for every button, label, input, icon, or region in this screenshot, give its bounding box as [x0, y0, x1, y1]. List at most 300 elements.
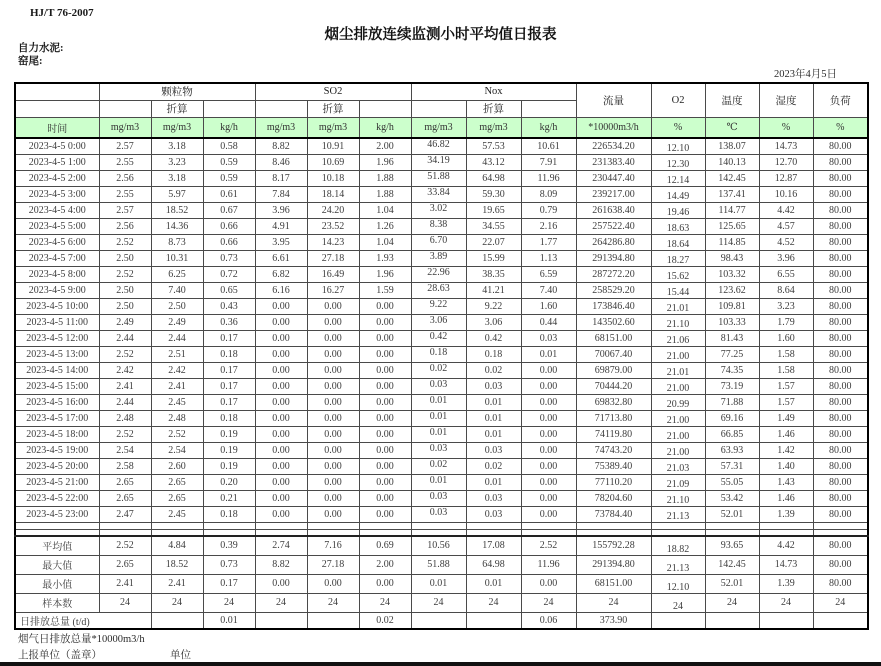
value-cell: 0.00	[359, 506, 411, 522]
footer-total-note: 烟气日排放总量*10000m3/h	[18, 634, 145, 645]
value-cell	[151, 612, 203, 629]
value-cell: 109.81	[705, 298, 759, 314]
value-cell: 2.65	[151, 474, 203, 490]
value-cell: 80.00	[813, 506, 868, 522]
value-cell: 2.52	[151, 426, 203, 442]
hourly-row	[15, 314, 868, 330]
value-cell: 114.77	[705, 202, 759, 218]
value-cell: 0.00	[359, 458, 411, 474]
value-cell: 66.85	[705, 426, 759, 442]
value-cell: 2.48	[99, 410, 151, 426]
value-cell: 0.00	[521, 378, 576, 394]
value-cell: 373.90	[576, 612, 651, 629]
value-cell: 103.33	[705, 314, 759, 330]
value-cell: 0.59	[203, 170, 255, 186]
value-cell	[813, 612, 868, 629]
value-cell: 0.00	[359, 362, 411, 378]
value-cell: 125.65	[705, 218, 759, 234]
value-cell: 0.00	[255, 362, 307, 378]
value-cell: 2.51	[151, 346, 203, 362]
value-cell: 2.00	[359, 138, 411, 154]
hourly-row	[15, 442, 868, 458]
value-cell: 20.99	[651, 394, 705, 410]
value-cell: 24	[576, 593, 651, 612]
value-cell: 10.16	[759, 186, 813, 202]
hourly-row	[15, 186, 868, 202]
value-cell: 1.46	[759, 490, 813, 506]
value-cell: 1.49	[759, 410, 813, 426]
value-cell: 4.42	[759, 202, 813, 218]
value-cell: 14.49	[651, 186, 705, 202]
value-cell: 80.00	[813, 330, 868, 346]
pm-converted-label: 折算	[151, 100, 203, 117]
time-cell: 2023-4-5 9:00	[15, 282, 99, 298]
value-cell: 0.00	[359, 574, 411, 593]
value-cell: 0.00	[255, 426, 307, 442]
time-cell: 2023-4-5 4:00	[15, 202, 99, 218]
value-cell: 2.56	[99, 218, 151, 234]
value-cell: 22.96	[411, 266, 466, 282]
daily-total-row	[15, 612, 868, 629]
value-cell: 2.52	[99, 536, 151, 555]
value-cell: 0.02	[466, 458, 521, 474]
hourly-row	[15, 426, 868, 442]
summary-row	[15, 574, 868, 593]
value-cell: 0.00	[521, 442, 576, 458]
value-cell: 8.73	[151, 234, 203, 250]
value-cell: 0.01	[466, 574, 521, 593]
value-cell: 24	[705, 593, 759, 612]
value-cell: 0.01	[466, 426, 521, 442]
value-cell: 0.00	[359, 426, 411, 442]
hourly-row	[15, 250, 868, 266]
group-nox: Nox	[411, 83, 576, 100]
value-cell	[705, 529, 759, 536]
value-cell: 0.03	[411, 506, 466, 522]
unit-cell: kg/h	[359, 117, 411, 138]
value-cell: 2.65	[99, 490, 151, 506]
time-cell: 2023-4-5 19:00	[15, 442, 99, 458]
value-cell: 8.09	[521, 186, 576, 202]
value-cell: 2.60	[151, 458, 203, 474]
value-cell: 8.64	[759, 282, 813, 298]
value-cell: 80.00	[813, 250, 868, 266]
value-cell: 27.18	[307, 555, 359, 574]
value-cell: 21.13	[651, 555, 705, 574]
value-cell: 3.89	[411, 250, 466, 266]
value-cell	[307, 522, 359, 529]
hourly-row	[15, 394, 868, 410]
time-cell: 2023-4-5 20:00	[15, 458, 99, 474]
value-cell: 2.44	[151, 330, 203, 346]
value-cell: 74743.20	[576, 442, 651, 458]
value-cell: 27.18	[307, 250, 359, 266]
value-cell: 3.06	[411, 314, 466, 330]
value-cell	[99, 529, 151, 536]
value-cell: 18.14	[307, 186, 359, 202]
value-cell: 80.00	[813, 410, 868, 426]
value-cell: 0.67	[203, 202, 255, 218]
value-cell: 2.56	[99, 170, 151, 186]
value-cell: 59.30	[466, 186, 521, 202]
value-cell: 12.87	[759, 170, 813, 186]
table-header	[15, 83, 868, 138]
value-cell: 1.60	[521, 298, 576, 314]
unit-cell: kg/h	[203, 117, 255, 138]
value-cell: 80.00	[813, 490, 868, 506]
time-cell: 2023-4-5 8:00	[15, 266, 99, 282]
value-cell	[576, 522, 651, 529]
value-cell: 14.73	[759, 138, 813, 154]
value-cell: 4.84	[151, 536, 203, 555]
time-cell: 2023-4-5 13:00	[15, 346, 99, 362]
group-so2: SO2	[255, 83, 411, 100]
value-cell: 75389.40	[576, 458, 651, 474]
value-cell: 7.40	[521, 282, 576, 298]
value-cell: 1.40	[759, 458, 813, 474]
value-cell: 80.00	[813, 378, 868, 394]
value-cell: 43.12	[466, 154, 521, 170]
value-cell: 173846.40	[576, 298, 651, 314]
value-cell: 80.00	[813, 474, 868, 490]
value-cell	[203, 529, 255, 536]
value-cell: 5.97	[151, 186, 203, 202]
value-cell: 4.52	[759, 234, 813, 250]
value-cell: 0.00	[307, 474, 359, 490]
value-cell: 57.31	[705, 458, 759, 474]
value-cell	[576, 529, 651, 536]
report-table	[14, 82, 869, 630]
value-cell: 24	[359, 593, 411, 612]
value-cell: 77110.20	[576, 474, 651, 490]
value-cell	[651, 612, 705, 629]
value-cell: 24	[307, 593, 359, 612]
value-cell: 0.00	[255, 506, 307, 522]
value-cell: 51.88	[411, 170, 466, 186]
value-cell	[705, 612, 759, 629]
group-o2: O2	[651, 83, 705, 117]
hourly-row	[15, 330, 868, 346]
value-cell: 80.00	[813, 138, 868, 154]
value-cell: 6.61	[255, 250, 307, 266]
value-cell: 0.00	[307, 458, 359, 474]
value-cell: 68151.00	[576, 574, 651, 593]
value-cell: 64.98	[466, 555, 521, 574]
value-cell: 0.00	[255, 314, 307, 330]
value-cell: 0.00	[307, 394, 359, 410]
value-cell: 0.03	[466, 442, 521, 458]
hourly-row	[15, 266, 868, 282]
value-cell	[466, 612, 521, 629]
value-cell: 6.55	[759, 266, 813, 282]
time-cell: 2023-4-5 16:00	[15, 394, 99, 410]
value-cell: 2.47	[99, 506, 151, 522]
value-cell: 0.43	[203, 298, 255, 314]
value-cell: 15.99	[466, 250, 521, 266]
value-cell: 12.30	[651, 154, 705, 170]
value-cell: 0.59	[203, 154, 255, 170]
value-cell: 0.01	[411, 426, 466, 442]
value-cell: 24	[759, 593, 813, 612]
value-cell: 2.41	[151, 378, 203, 394]
value-cell	[255, 529, 307, 536]
value-cell: 1.58	[759, 346, 813, 362]
value-cell: 2.65	[99, 555, 151, 574]
value-cell: 114.85	[705, 234, 759, 250]
value-cell: 64.98	[466, 170, 521, 186]
value-cell: 0.58	[203, 138, 255, 154]
value-cell: 24	[203, 593, 255, 612]
value-cell: 143502.60	[576, 314, 651, 330]
value-cell: 2.41	[151, 574, 203, 593]
value-cell: 80.00	[813, 555, 868, 574]
value-cell: 21.06	[651, 330, 705, 346]
value-cell: 21.00	[651, 442, 705, 458]
value-cell	[151, 522, 203, 529]
spacer-row	[15, 522, 868, 529]
value-cell: 14.73	[759, 555, 813, 574]
value-cell: 0.02	[411, 458, 466, 474]
value-cell: 1.26	[359, 218, 411, 234]
value-cell: 70444.20	[576, 378, 651, 394]
report-date: 2023年4月5日	[774, 69, 837, 80]
value-cell: 1.88	[359, 170, 411, 186]
value-cell: 2.50	[99, 298, 151, 314]
value-cell	[759, 522, 813, 529]
value-cell: 1.13	[521, 250, 576, 266]
value-cell: 0.00	[307, 314, 359, 330]
daily-total-label: 日排放总量 (t/d)	[15, 612, 151, 629]
value-cell: 291394.80	[576, 250, 651, 266]
value-cell: 2.55	[99, 154, 151, 170]
value-cell: 52.01	[705, 506, 759, 522]
value-cell: 24	[255, 593, 307, 612]
value-cell: 73.19	[705, 378, 759, 394]
value-cell: 21.10	[651, 314, 705, 330]
value-cell: 16.27	[307, 282, 359, 298]
value-cell: 138.07	[705, 138, 759, 154]
value-cell: 18.52	[151, 555, 203, 574]
hourly-row	[15, 234, 868, 250]
value-cell: 0.00	[307, 346, 359, 362]
value-cell: 1.46	[759, 426, 813, 442]
unit-cell: mg/m3	[466, 117, 521, 138]
value-cell: 46.82	[411, 138, 466, 154]
value-cell: 24.20	[307, 202, 359, 218]
value-cell: 2.74	[255, 536, 307, 555]
value-cell: 0.00	[255, 458, 307, 474]
value-cell: 123.62	[705, 282, 759, 298]
empty-cell	[359, 100, 411, 117]
value-cell: 11.96	[521, 170, 576, 186]
value-cell: 1.59	[359, 282, 411, 298]
value-cell: 1.96	[359, 154, 411, 170]
value-cell: 1.39	[759, 506, 813, 522]
unit-cell: mg/m3	[151, 117, 203, 138]
summary-label: 平均值	[15, 536, 99, 555]
value-cell: 2.42	[99, 362, 151, 378]
value-cell: 41.21	[466, 282, 521, 298]
value-cell: 0.03	[411, 378, 466, 394]
value-cell: 0.73	[203, 555, 255, 574]
value-cell: 0.18	[466, 346, 521, 362]
value-cell: 0.03	[466, 506, 521, 522]
value-cell: 140.13	[705, 154, 759, 170]
value-cell: 0.18	[203, 506, 255, 522]
value-cell: 80.00	[813, 218, 868, 234]
value-cell: 53.42	[705, 490, 759, 506]
value-cell	[466, 522, 521, 529]
value-cell: 74119.80	[576, 426, 651, 442]
value-cell: 0.42	[466, 330, 521, 346]
value-cell: 0.00	[255, 574, 307, 593]
empty-cell	[15, 522, 99, 529]
group-load: 负荷	[813, 83, 868, 117]
value-cell: 6.25	[151, 266, 203, 282]
time-cell: 2023-4-5 7:00	[15, 250, 99, 266]
value-cell: 0.79	[521, 202, 576, 218]
value-cell: 80.00	[813, 266, 868, 282]
time-cell: 2023-4-5 14:00	[15, 362, 99, 378]
value-cell: 0.36	[203, 314, 255, 330]
value-cell: 0.02	[411, 362, 466, 378]
value-cell: 0.00	[359, 346, 411, 362]
unit-cell: %	[651, 117, 705, 138]
value-cell: 8.17	[255, 170, 307, 186]
so2-converted-label: 折算	[307, 100, 359, 117]
value-cell: 0.00	[521, 362, 576, 378]
nox-converted-label: 折算	[466, 100, 521, 117]
group-humidity: 湿度	[759, 83, 813, 117]
value-cell: 2.54	[99, 442, 151, 458]
value-cell	[307, 529, 359, 536]
hourly-row	[15, 346, 868, 362]
value-cell: 77.25	[705, 346, 759, 362]
value-cell: 2.41	[99, 378, 151, 394]
value-cell: 0.21	[203, 490, 255, 506]
value-cell: 10.56	[411, 536, 466, 555]
value-cell: 18.64	[651, 234, 705, 250]
value-cell: 0.00	[307, 490, 359, 506]
value-cell: 0.00	[521, 490, 576, 506]
value-cell: 14.23	[307, 234, 359, 250]
value-cell: 0.00	[255, 474, 307, 490]
unit-cell: kg/h	[521, 117, 576, 138]
value-cell: 34.55	[466, 218, 521, 234]
value-cell: 0.00	[255, 410, 307, 426]
value-cell: 261638.40	[576, 202, 651, 218]
value-cell: 0.00	[521, 506, 576, 522]
value-cell: 21.01	[651, 362, 705, 378]
value-cell: 19.65	[466, 202, 521, 218]
value-cell: 10.18	[307, 170, 359, 186]
unit-cell: %	[813, 117, 868, 138]
value-cell: 2.44	[99, 330, 151, 346]
value-cell: 21.13	[651, 506, 705, 522]
monitoring-point: 窑尾:	[18, 56, 43, 67]
value-cell: 0.03	[411, 490, 466, 506]
value-cell: 80.00	[813, 186, 868, 202]
value-cell: 12.70	[759, 154, 813, 170]
value-cell	[255, 522, 307, 529]
page-title: 烟尘排放连续监测小时平均值日报表	[324, 27, 557, 43]
value-cell: 63.93	[705, 442, 759, 458]
value-cell: 17.08	[466, 536, 521, 555]
value-cell: 69832.80	[576, 394, 651, 410]
hourly-row	[15, 506, 868, 522]
value-cell: 1.58	[759, 362, 813, 378]
value-cell: 0.01	[521, 346, 576, 362]
time-cell: 2023-4-5 15:00	[15, 378, 99, 394]
value-cell: 9.22	[466, 298, 521, 314]
time-cell: 2023-4-5 12:00	[15, 330, 99, 346]
value-cell: 0.42	[411, 330, 466, 346]
value-cell: 142.45	[705, 555, 759, 574]
value-cell: 0.01	[466, 394, 521, 410]
value-cell: 69.16	[705, 410, 759, 426]
value-cell	[203, 522, 255, 529]
value-cell	[411, 612, 466, 629]
value-cell: 52.01	[705, 574, 759, 593]
value-cell: 1.60	[759, 330, 813, 346]
value-cell	[813, 529, 868, 536]
value-cell: 1.04	[359, 202, 411, 218]
value-cell: 6.82	[255, 266, 307, 282]
value-cell: 19.46	[651, 202, 705, 218]
value-cell: 71713.80	[576, 410, 651, 426]
value-cell: 0.03	[466, 378, 521, 394]
hourly-row	[15, 458, 868, 474]
empty-cell	[521, 100, 576, 117]
hourly-row	[15, 298, 868, 314]
value-cell: 18.82	[651, 536, 705, 555]
value-cell: 2.58	[99, 458, 151, 474]
empty-cell	[15, 83, 99, 100]
value-cell: 2.16	[521, 218, 576, 234]
time-cell: 2023-4-5 2:00	[15, 170, 99, 186]
value-cell: 155792.28	[576, 536, 651, 555]
value-cell: 3.18	[151, 170, 203, 186]
value-cell: 11.96	[521, 555, 576, 574]
value-cell: 0.00	[307, 378, 359, 394]
time-cell: 2023-4-5 3:00	[15, 186, 99, 202]
value-cell: 80.00	[813, 394, 868, 410]
value-cell: 16.49	[307, 266, 359, 282]
value-cell: 287272.20	[576, 266, 651, 282]
value-cell: 0.00	[359, 330, 411, 346]
value-cell: 80.00	[813, 154, 868, 170]
value-cell: 15.62	[651, 266, 705, 282]
value-cell: 80.00	[813, 442, 868, 458]
value-cell: 80.00	[813, 234, 868, 250]
group-flow: 流量	[576, 83, 651, 117]
summary-row	[15, 593, 868, 612]
value-cell: 10.69	[307, 154, 359, 170]
value-cell: 3.18	[151, 138, 203, 154]
value-cell: 2.57	[99, 202, 151, 218]
value-cell: 0.44	[521, 314, 576, 330]
value-cell: 258529.20	[576, 282, 651, 298]
value-cell: 15.44	[651, 282, 705, 298]
time-cell: 2023-4-5 23:00	[15, 506, 99, 522]
value-cell: 2.52	[99, 234, 151, 250]
value-cell: 0.00	[359, 490, 411, 506]
summary-row	[15, 555, 868, 574]
unit-cell: ℃	[705, 117, 759, 138]
value-cell: 80.00	[813, 282, 868, 298]
unit-cell: mg/m3	[307, 117, 359, 138]
value-cell: 2.54	[151, 442, 203, 458]
